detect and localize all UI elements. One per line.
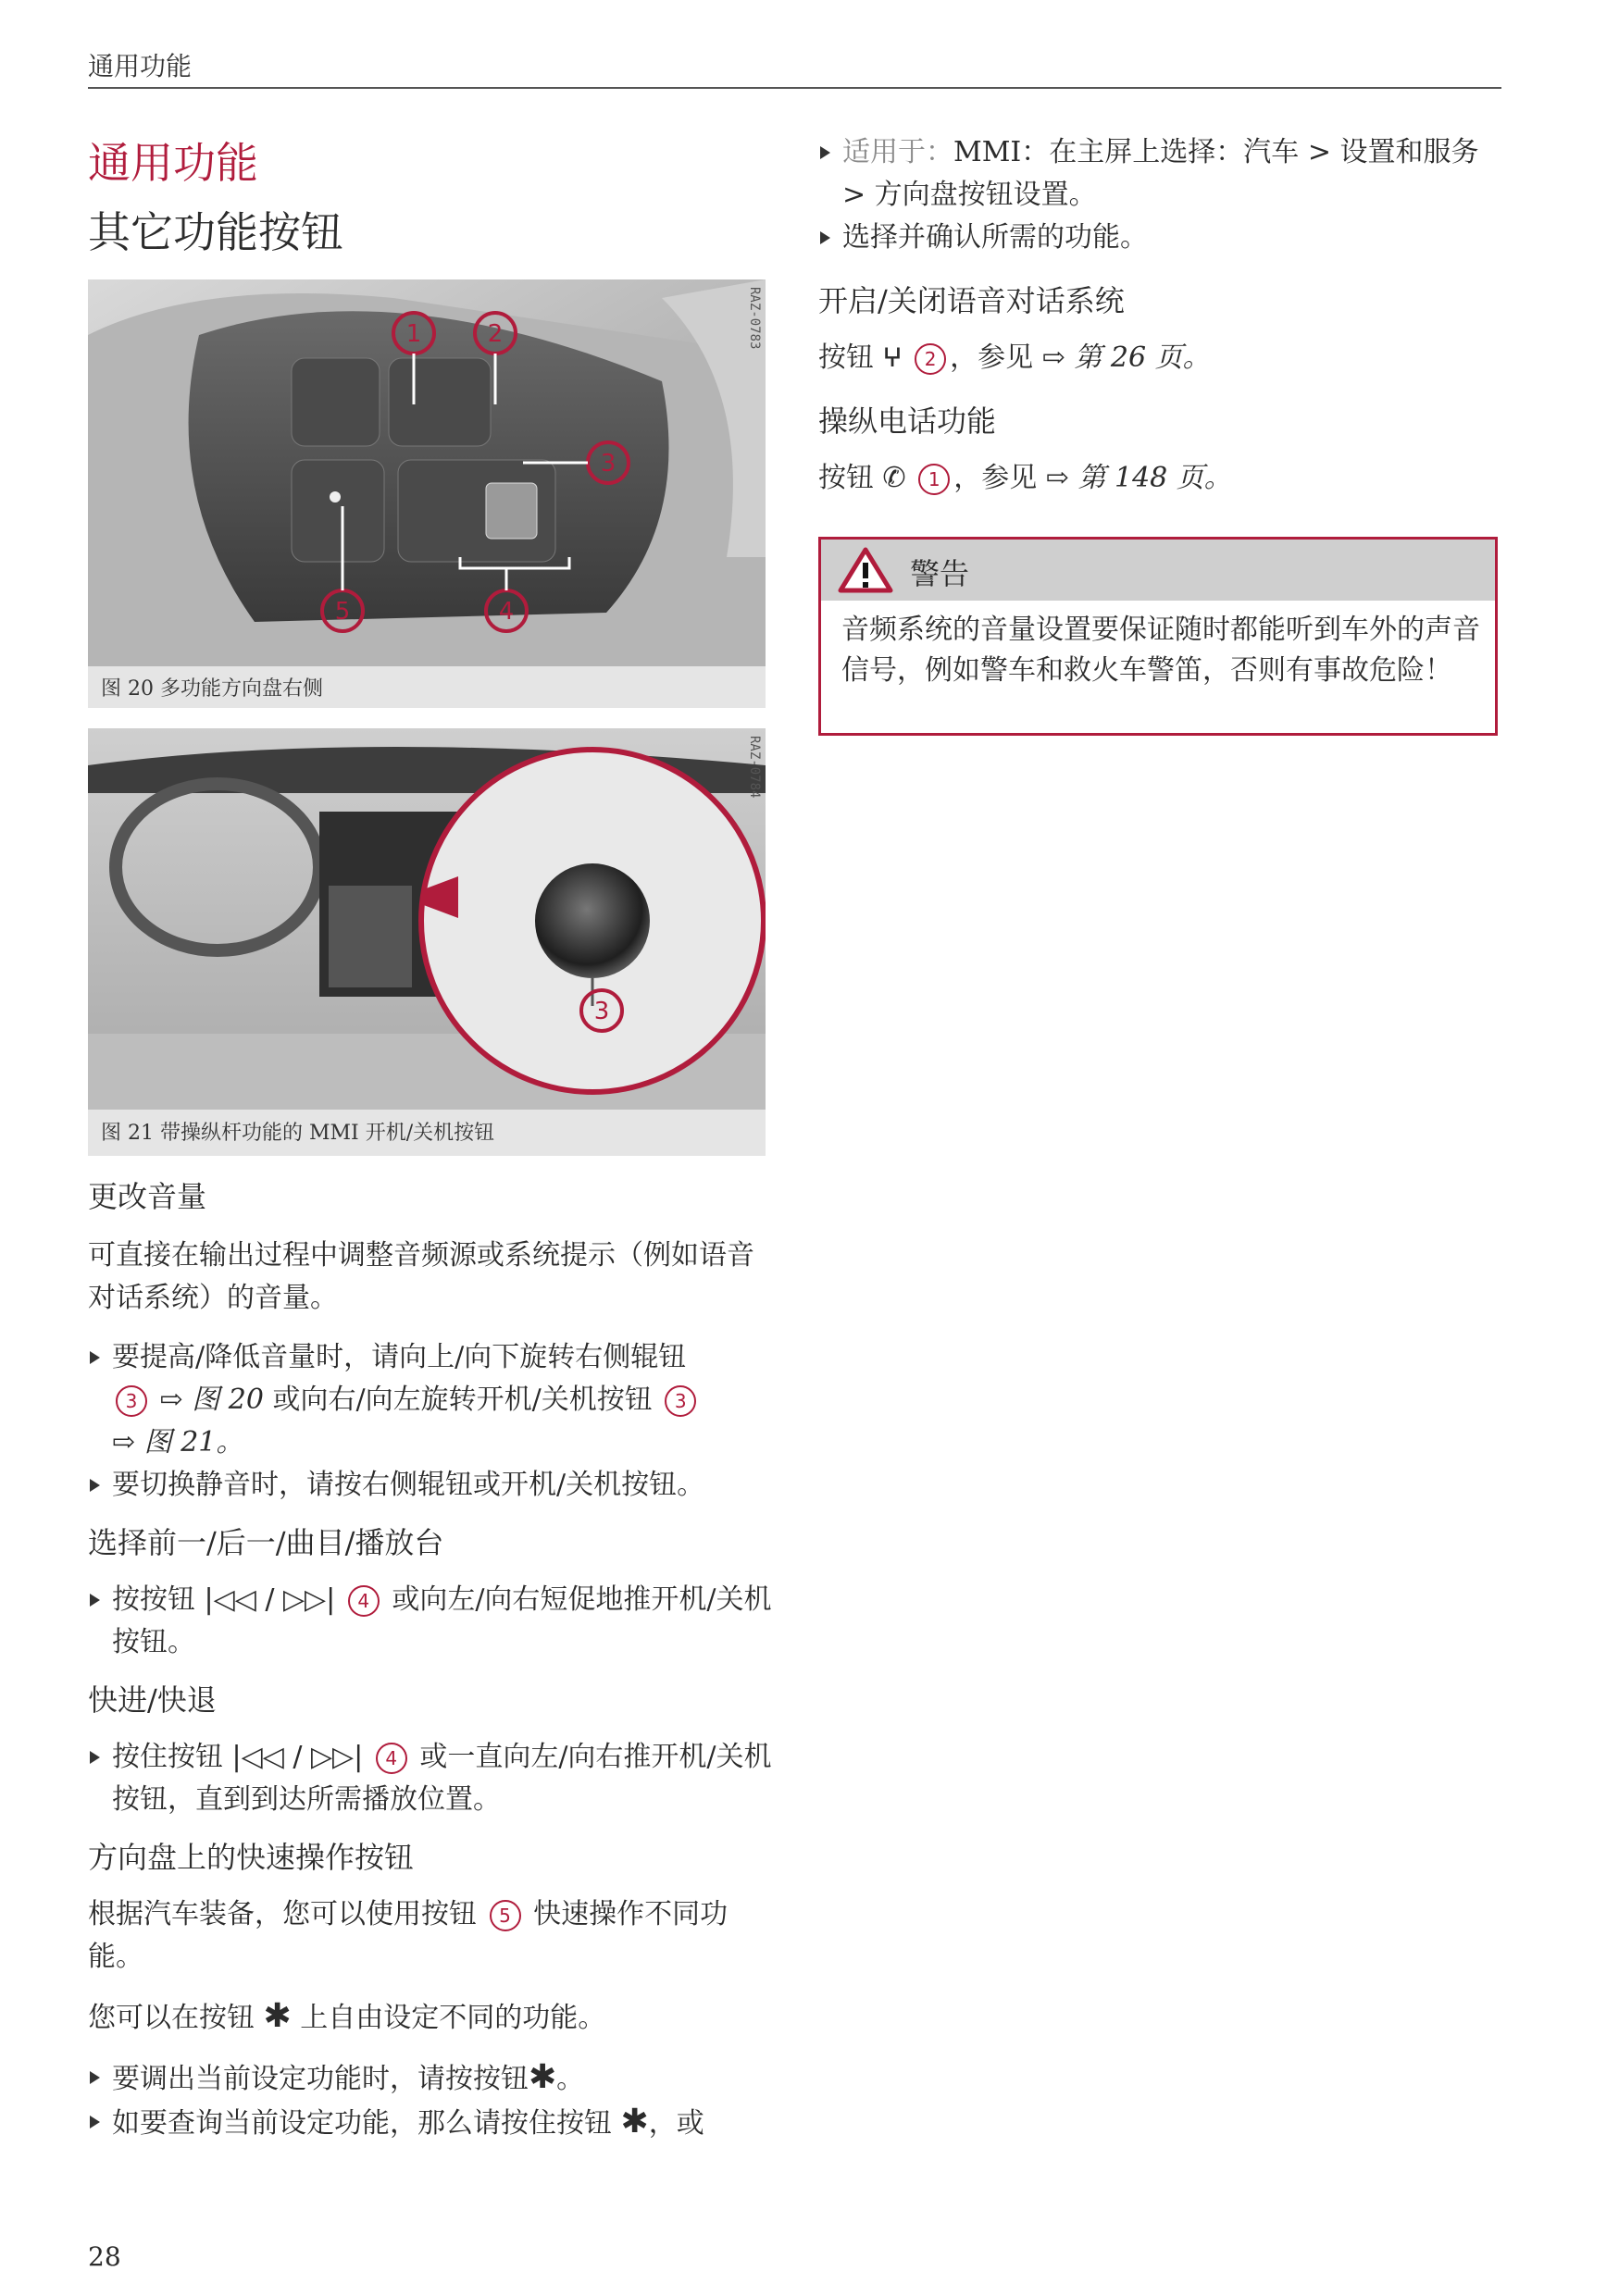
callout-3-inline: 3 <box>116 1385 147 1417</box>
mmi-console-illustration <box>88 728 766 1110</box>
callout-2: 2 <box>487 320 504 348</box>
page-ref: ⇨ 第 148 页。 <box>1045 462 1232 494</box>
figure-20 <box>88 279 766 708</box>
callout-1: 1 <box>405 320 422 348</box>
sub-title: 其它功能按钮 <box>88 207 343 257</box>
voice-title: 开启/关闭语音对话系统 <box>818 283 1125 318</box>
mmi-console-photo <box>88 728 766 1110</box>
figure-20-caption: 图 20 多功能方向盘右侧 <box>101 677 323 701</box>
quick-title: 方向盘上的快速操作按钮 <box>88 1840 415 1875</box>
quick-para-1: 根据汽车装备，您可以使用按钮 5 快速操作不同功能。 <box>88 1898 729 1973</box>
callout-4: 4 <box>498 598 515 626</box>
callout-5-inline: 5 <box>490 1900 521 1931</box>
callout-3: 3 <box>600 450 616 478</box>
callout-4-inline: 4 <box>376 1743 407 1774</box>
star-icon: ✱ <box>263 1997 292 2035</box>
figure-ref: ⇨ 图 20 <box>159 1384 264 1416</box>
figure-21-caption: 图 21 带操纵杆功能的 MMI 开机/关机按钮 <box>101 1122 495 1145</box>
figure-21 <box>88 728 766 1156</box>
applies-bullet: 适用于：MMI：在主屏上选择：汽车 > 设置和服务 > 方向盘按钮设置。 <box>818 131 1503 217</box>
warning-header <box>821 540 1495 601</box>
voice-para: 按钮 ⵖ 2 ，参见 ⇨ 第 26 页。 <box>818 341 1211 374</box>
track-bullet: 按按钮 |◁◁ / ▷▷| 4 或向左/向右短促地推开机/关机按钮。 <box>88 1579 773 1664</box>
star-icon: ✱ <box>620 2103 649 2141</box>
steering-wheel-illustration <box>88 279 766 666</box>
callout-1-inline: 1 <box>918 464 950 495</box>
warning-title: 警告 <box>910 556 970 591</box>
phone-para: 按钮 ✆ 1 ，参见 ⇨ 第 148 页。 <box>818 462 1232 494</box>
section-title: 通用功能 <box>88 138 258 188</box>
page-ref: ⇨ 第 26 页。 <box>1041 341 1211 374</box>
quick-para-2: 您可以在按钮 ✱ 上自由设定不同的功能。 <box>88 1997 606 2035</box>
page-number: 28 <box>88 2241 121 2272</box>
callout-5: 5 <box>334 598 351 626</box>
callout-3-mmi: 3 <box>593 998 610 1025</box>
seek-bullet: 按住按钮 |◁◁ / ▷▷| 4 或一直向左/向右推开机/关机按钮，直到到达所需播放位置。 <box>88 1736 773 1821</box>
track-title: 选择前一/后一/曲目/播放台 <box>88 1525 444 1560</box>
volume-bullet-2: 要切换静音时，请按右侧辊钮或开机/关机按钮。 <box>88 1464 773 1507</box>
warning-box <box>818 537 1498 736</box>
volume-title: 更改音量 <box>88 1179 207 1214</box>
star-icon: ✱ <box>529 2058 557 2096</box>
quick-bullet-2: 如要查询当前设定功能，那么请按住按钮 ✱，或 <box>88 2101 773 2145</box>
callout-2-inline: 2 <box>915 343 946 375</box>
applies-label: 适用于： <box>842 136 953 168</box>
running-header: 通用功能 <box>88 51 193 81</box>
volume-bullet-1: 要提高/降低音量时，请向上/向下旋转右侧辊钮 3 ⇨ 图 20 或向右/向左旋转开机/关机按钮 3 ⇨ 图 21。 <box>88 1336 773 1464</box>
prev-next-icon: |◁◁ / ▷▷| <box>204 1583 336 1616</box>
quick-bullet-1: 要调出当前设定功能时，请按按钮✱。 <box>88 2056 773 2101</box>
figure-code: RAZ-0784 <box>747 736 762 799</box>
select-bullet: 选择并确认所需的功能。 <box>818 217 1503 259</box>
volume-intro: 可直接在输出过程中调整音频源或系统提示（例如语音对话系统）的音量。 <box>88 1239 754 1314</box>
figure-ref: ⇨ 图 21。 <box>112 1426 244 1458</box>
warning-body: 音频系统的音量设置要保证随时都能听到车外的声音信号，例如警车和救火车警笛，否则有事故危险！ <box>841 614 1480 687</box>
phone-icon: ✆ <box>882 462 906 494</box>
right-column <box>818 131 1503 500</box>
figure-code: RAZ-0783 <box>747 287 762 350</box>
seek-title: 快进/快退 <box>88 1682 217 1718</box>
callout-3-inline: 3 <box>665 1385 696 1417</box>
prev-next-icon: |◁◁ / ▷▷| <box>231 1741 364 1773</box>
steering-wheel-photo <box>88 279 766 666</box>
header-rule <box>88 87 1501 89</box>
callout-4-inline: 4 <box>348 1585 380 1617</box>
phone-title: 操纵电话功能 <box>818 403 997 439</box>
left-column <box>88 1175 773 2145</box>
warning-triangle-icon <box>838 547 893 593</box>
voice-icon: ⵖ <box>882 342 903 373</box>
